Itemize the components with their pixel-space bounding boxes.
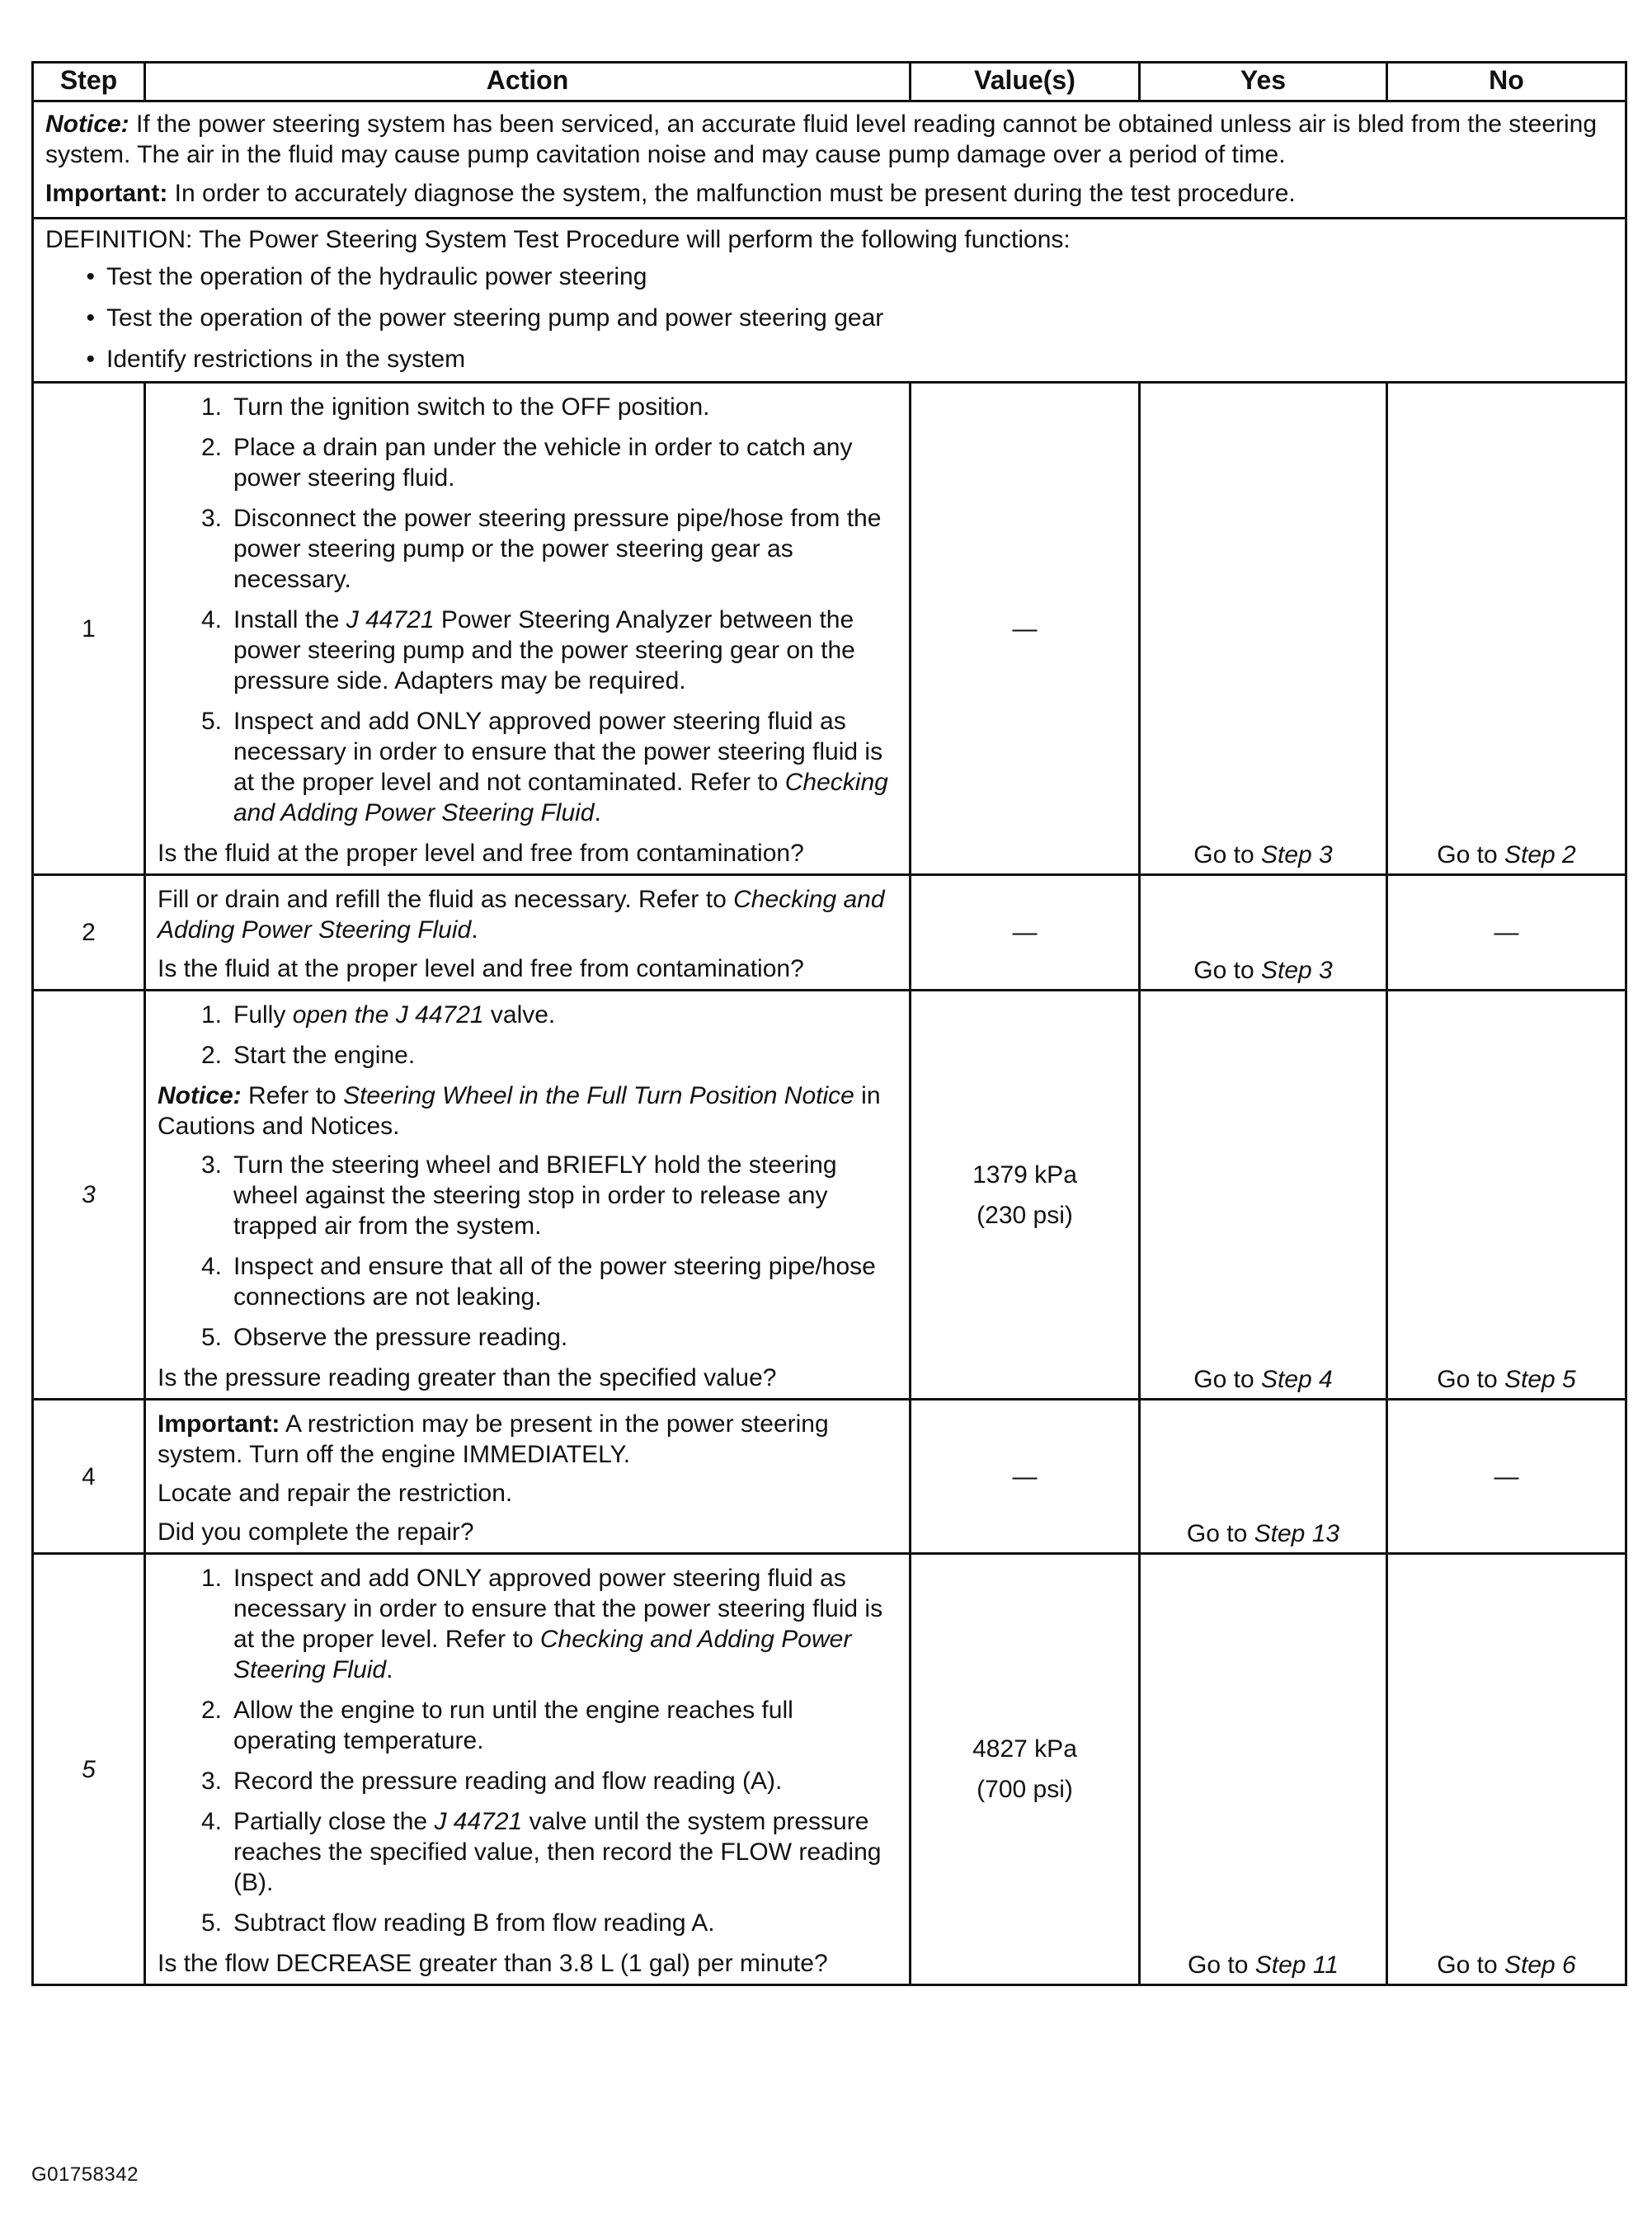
list-item: 4. Install the J 44721 Power Steering Analyzer between the power steering pump and the power steering gear on the pressure side. Adapters may be required.	[200, 606, 855, 694]
header-step: Step	[33, 63, 145, 101]
step-row-1	[33, 383, 1626, 875]
definition-bullet: • Identify restrictions in the system	[86, 346, 466, 373]
list-item: 1. Fully open the J 44721 valve.	[200, 1001, 556, 1029]
header-values: Value(s)	[911, 63, 1140, 101]
value-psi: (700 psi)	[977, 1776, 1073, 1803]
procedure-reference: Checking and Adding Power Steering Fluid	[233, 769, 888, 826]
value-kpa: 4827 kPa	[972, 1735, 1077, 1763]
step-action	[145, 1554, 911, 1985]
action-list	[158, 1150, 897, 1353]
list-item: 3. Disconnect the power steering pressure pipe/hose from the power steering pump or the power steering gear as necessary.	[200, 505, 882, 593]
step-number: 3	[33, 991, 145, 1400]
step-action	[145, 1400, 911, 1554]
no-result: Go to Step 2	[1387, 383, 1626, 875]
definition-text: DEFINITION: The Power Steering System Test Procedure will perform the following functions:	[45, 226, 1071, 253]
value-kpa: 1379 kPa	[972, 1160, 1077, 1189]
no-result: —	[1387, 875, 1626, 991]
notice-cell	[33, 101, 1626, 219]
list-item: 2. Start the engine.	[200, 1042, 416, 1069]
step-question: Is the flow DECREASE greater than 3.8 L (1 gal) per minute?	[158, 1950, 828, 1977]
definition-cell	[33, 219, 1626, 383]
procedure-reference: Checking and Adding Power Steering Fluid	[233, 1626, 852, 1683]
step-action	[145, 991, 911, 1400]
step-value: —	[911, 383, 1140, 875]
step-row-2	[33, 875, 1626, 991]
yes-result: Go to Step 11	[1140, 1554, 1387, 1985]
important-paragraph	[45, 178, 1613, 209]
no-result: Go to Step 6	[1387, 1554, 1626, 1985]
yes-result: Go to Step 3	[1140, 875, 1387, 991]
step-row-5	[33, 1554, 1626, 1985]
header-no: No	[1387, 63, 1626, 101]
notice-text: If the power steering system has been serviced, an accurate fluid level reading cannot be obtained unless air is bled from the steering system. The air in the fluid may cause pump cavitation noise and may cause pump damage over a period of time.	[45, 111, 1598, 168]
figure-id: G01758342	[31, 2163, 139, 2186]
definition-row	[33, 219, 1626, 383]
diagnostic-table-sheet	[31, 61, 1625, 1986]
step-question: Is the fluid at the proper level and free from contamination?	[158, 955, 804, 982]
list-item: 3. Turn the steering wheel and BRIEFLY hold the steering wheel against the steering stop in order to release any trapped air from the system.	[200, 1151, 837, 1240]
step-link[interactable]: Step 3	[1260, 841, 1333, 869]
list-item: 5. Observe the pressure reading.	[200, 1324, 568, 1351]
value-psi: (230 psi)	[977, 1201, 1073, 1229]
step-notice: Notice: Refer to Steering Wheel in the Full Turn Position Notice in Cautions and Notices.	[158, 1082, 881, 1140]
step-link[interactable]: Step 6	[1504, 1951, 1576, 1979]
important-text: In order to accurately diagnose the system, the malfunction must be present during the test procedure.	[167, 180, 1296, 207]
header-action: Action	[145, 63, 911, 101]
action-list	[158, 1563, 897, 1938]
list-item: 5. Subtract flow reading B from flow reading A.	[200, 1909, 715, 1937]
list-item: 1. Inspect and add ONLY approved power steering fluid as necessary in order to ensure that the power steering fluid is at the proper level. Refer to Checking and Adding Power Steering Fluid.	[200, 1565, 883, 1683]
step-text: Locate and repair the restriction.	[158, 1480, 513, 1507]
step-value: —	[911, 875, 1140, 991]
step-action	[145, 383, 911, 875]
definition-bullet: • Test the operation of the hydraulic power steering	[86, 263, 647, 290]
step-link[interactable]: Step 13	[1254, 1520, 1340, 1547]
action-list	[158, 1000, 897, 1071]
definition-list	[45, 261, 1613, 374]
list-item: 2. Allow the engine to run until the engine reaches full operating temperature.	[200, 1697, 793, 1754]
notice-label: Notice:	[45, 111, 129, 138]
step-row-4	[33, 1400, 1626, 1554]
step-link[interactable]: Step 5	[1504, 1366, 1576, 1393]
list-item: 2. Place a drain pan under the vehicle in order to catch any power steering fluid.	[200, 434, 853, 492]
step-link[interactable]: Step 4	[1260, 1366, 1333, 1393]
step-row-3	[33, 991, 1626, 1400]
list-item: 4. Inspect and ensure that all of the power steering pipe/hose connections are not leaking.	[200, 1253, 876, 1311]
action-list	[158, 392, 897, 828]
step-text: Fill or drain and refill the fluid as necessary. Refer to Checking and Adding Power Steering Fluid.	[158, 886, 885, 944]
yes-result: Go to Step 3	[1140, 383, 1387, 875]
list-item: 3. Record the pressure reading and flow reading (A).	[200, 1768, 783, 1795]
step-number: 2	[33, 875, 145, 991]
procedure-reference: Checking and Adding Power Steering Fluid	[158, 886, 885, 944]
step-number: 4	[33, 1400, 145, 1554]
no-result: Go to Step 5	[1387, 991, 1626, 1400]
important-label: Important:	[45, 180, 168, 207]
step-link[interactable]: Step 3	[1260, 957, 1333, 984]
step-value: —	[911, 1400, 1140, 1554]
step-number: 5	[33, 1554, 145, 1985]
step-question: Is the fluid at the proper level and free from contamination?	[158, 840, 804, 867]
list-item: 1. Turn the ignition switch to the OFF position.	[200, 393, 710, 421]
step-action	[145, 875, 911, 991]
definition-bullet: • Test the operation of the power steering pump and power steering gear	[86, 304, 884, 332]
tool-reference: J 44721	[346, 606, 435, 633]
tool-reference: J 44721	[434, 1808, 523, 1835]
step-value	[911, 991, 1140, 1400]
header-yes: Yes	[1140, 63, 1387, 101]
notice-row	[33, 101, 1626, 219]
step-question: Is the pressure reading greater than the specified value?	[158, 1364, 777, 1391]
step-value	[911, 1554, 1140, 1985]
notice-paragraph	[45, 109, 1613, 170]
step-link[interactable]: Step 2	[1504, 841, 1576, 869]
yes-result: Go to Step 13	[1140, 1400, 1387, 1554]
list-item: 5. Inspect and add ONLY approved power steering fluid as necessary in order to ensure that the power steering fluid is at the proper level and not contaminated. Refer to Checking and Adding Power Steering Fluid.	[200, 708, 888, 826]
step-important: Important: A restriction may be present in the power steering system. Turn off the engine IMMEDIATELY.	[158, 1410, 829, 1468]
yes-result: Go to Step 4	[1140, 991, 1387, 1400]
list-item: 4. Partially close the J 44721 valve until the system pressure reaches the specified value, then record the FLOW reading (B).	[200, 1808, 882, 1896]
header-row	[33, 63, 1626, 101]
step-number: 1	[33, 383, 145, 875]
step-question: Did you complete the repair?	[158, 1518, 474, 1546]
diagnostic-table	[31, 61, 1627, 1986]
no-result: —	[1387, 1400, 1626, 1554]
step-link[interactable]: Step 11	[1254, 1951, 1339, 1979]
